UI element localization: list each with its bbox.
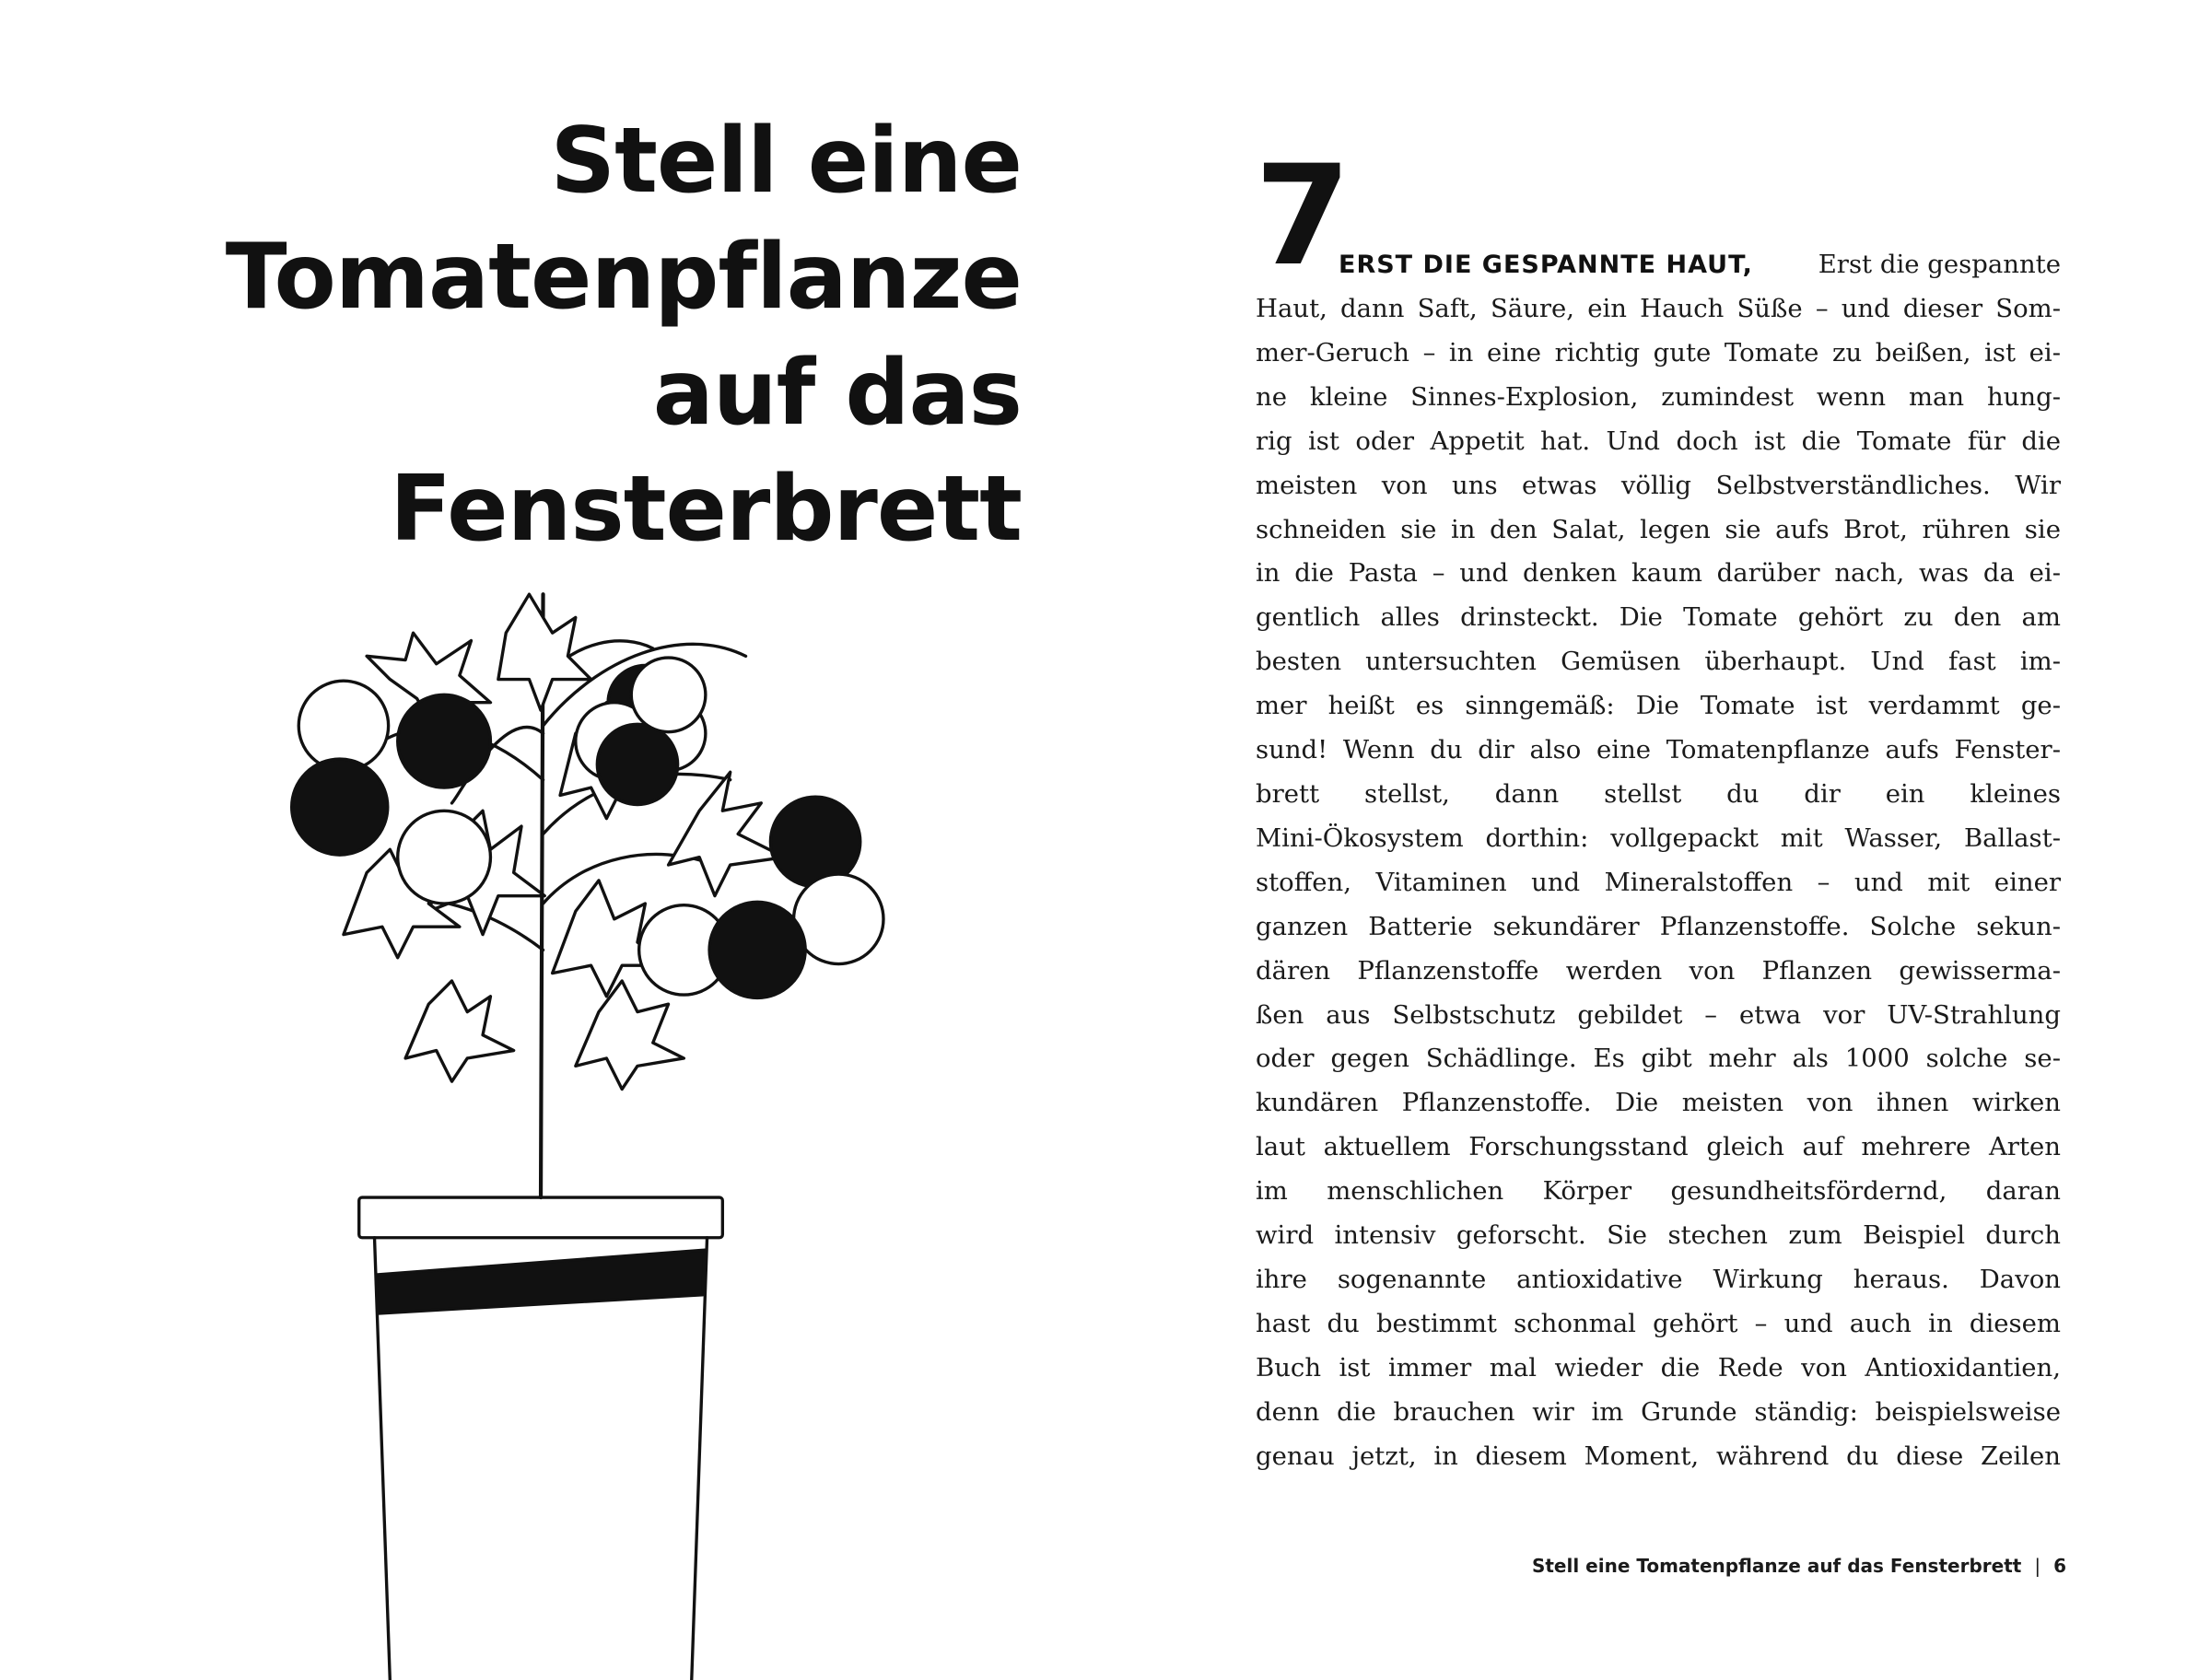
- body-line: ganzen Batterie sekundärer Pflanzenstoffe. Solche sekun-: [1256, 911, 2061, 941]
- body-line: stoffen, Vitaminen und Mineralstoffen – und mit einer: [1256, 867, 2061, 897]
- title-line-4: Fensterbrett: [390, 457, 1022, 562]
- body-line: wird intensiv geforscht. Sie stechen zum Beispiel durch: [1256, 1220, 2061, 1251]
- body-line: Buch ist immer mal wieder die Rede von Antioxidantien,: [1256, 1352, 2061, 1382]
- body-text: [1256, 287, 2061, 1478]
- footer-separator: |: [2034, 1555, 2041, 1577]
- tomato-plant-illustration: [184, 571, 1013, 1680]
- lead-in: ERST DIE GESPANNTE HAUT,: [1339, 251, 1753, 279]
- body-line: sund! Wenn du dir also eine Tomatenpflanze aufs Fenster-: [1256, 735, 2061, 765]
- title-line-2: Tomatenpflanze: [225, 225, 1022, 330]
- page-number: 6: [2053, 1555, 2066, 1577]
- body-line: im menschlichen Körper gesundheitsfördernd, daran: [1256, 1176, 2061, 1207]
- body-line: rig ist oder Appetit hat. Und doch ist die Tomate für die: [1256, 426, 2061, 456]
- body-line: mer-Geruch – in eine richtig gute Tomate zu beißen, ist ei-: [1256, 337, 2061, 368]
- body-line: Mini-Ökosystem dorthin: vollgepackt mit Wasser, Ballast-: [1256, 822, 2061, 853]
- title-line-1: Stell eine: [550, 109, 1022, 214]
- page-title: [193, 103, 1022, 567]
- body-line: gentlich alles drinsteckt. Die Tomate gehört zu den am: [1256, 602, 2061, 633]
- body-line: in die Pasta – und denken kaum darüber nach, was da ei-: [1256, 558, 2061, 589]
- body-line: denn die brauchen wir im Grunde ständig: beispielsweise: [1256, 1396, 2061, 1427]
- footer-title: Stell eine Tomatenpflanze auf das Fensterbrett: [1531, 1555, 2022, 1577]
- body-line: ne kleine Sinnes-Explosion, zumindest wenn man hung-: [1256, 381, 2061, 412]
- body-line: mer heißt es sinngemäß: Die Tomate ist verdammt ge-: [1256, 691, 2061, 721]
- body-line: laut aktuellem Forschungsstand gleich auf mehrere Arten: [1256, 1132, 2061, 1162]
- title-line-3: auf das: [652, 341, 1022, 446]
- body-line: brett stellst, dann stellst du dir ein kleines: [1256, 778, 2061, 809]
- body-line: schneiden sie in den Salat, legen sie aufs Brot, rühren sie: [1256, 514, 2061, 544]
- body-line: oder gegen Schädlinge. Es gibt mehr als 1000 solche se-: [1256, 1044, 2061, 1074]
- flower-pot: [359, 1197, 723, 1680]
- lead-rest: Erst die gespannte: [1818, 250, 2061, 279]
- body-line: kundären Pflanzenstoffe. Die meisten von ihnen wirken: [1256, 1088, 2061, 1118]
- body-line: besten untersuchten Gemüsen überhaupt. Und fast im-: [1256, 647, 2061, 677]
- opening-line: [1339, 243, 2061, 287]
- body-line: Haut, dann Saft, Säure, ein Hauch Süße – und dieser Som-: [1256, 294, 2061, 323]
- body-line: meisten von uns etwas völlig Selbstverständliches. Wir: [1256, 470, 2061, 500]
- chapter-number: 7: [1255, 136, 1351, 297]
- body-line: dären Pflanzenstoffe werden von Pflanzen gewisserma-: [1256, 955, 2061, 986]
- body-line: ßen aus Selbstschutz gebildet – etwa vor UV-Strahlung: [1256, 999, 2061, 1030]
- body-line: hast du bestimmt schonmal gehört – und auch in diesem: [1256, 1308, 2061, 1338]
- running-footer: [1532, 1555, 2066, 1577]
- body-line: ihre sogenannte antioxidative Wirkung heraus. Davon: [1256, 1264, 2061, 1294]
- body-line: genau jetzt, in diesem Moment, während du diese Zeilen: [1256, 1441, 2061, 1471]
